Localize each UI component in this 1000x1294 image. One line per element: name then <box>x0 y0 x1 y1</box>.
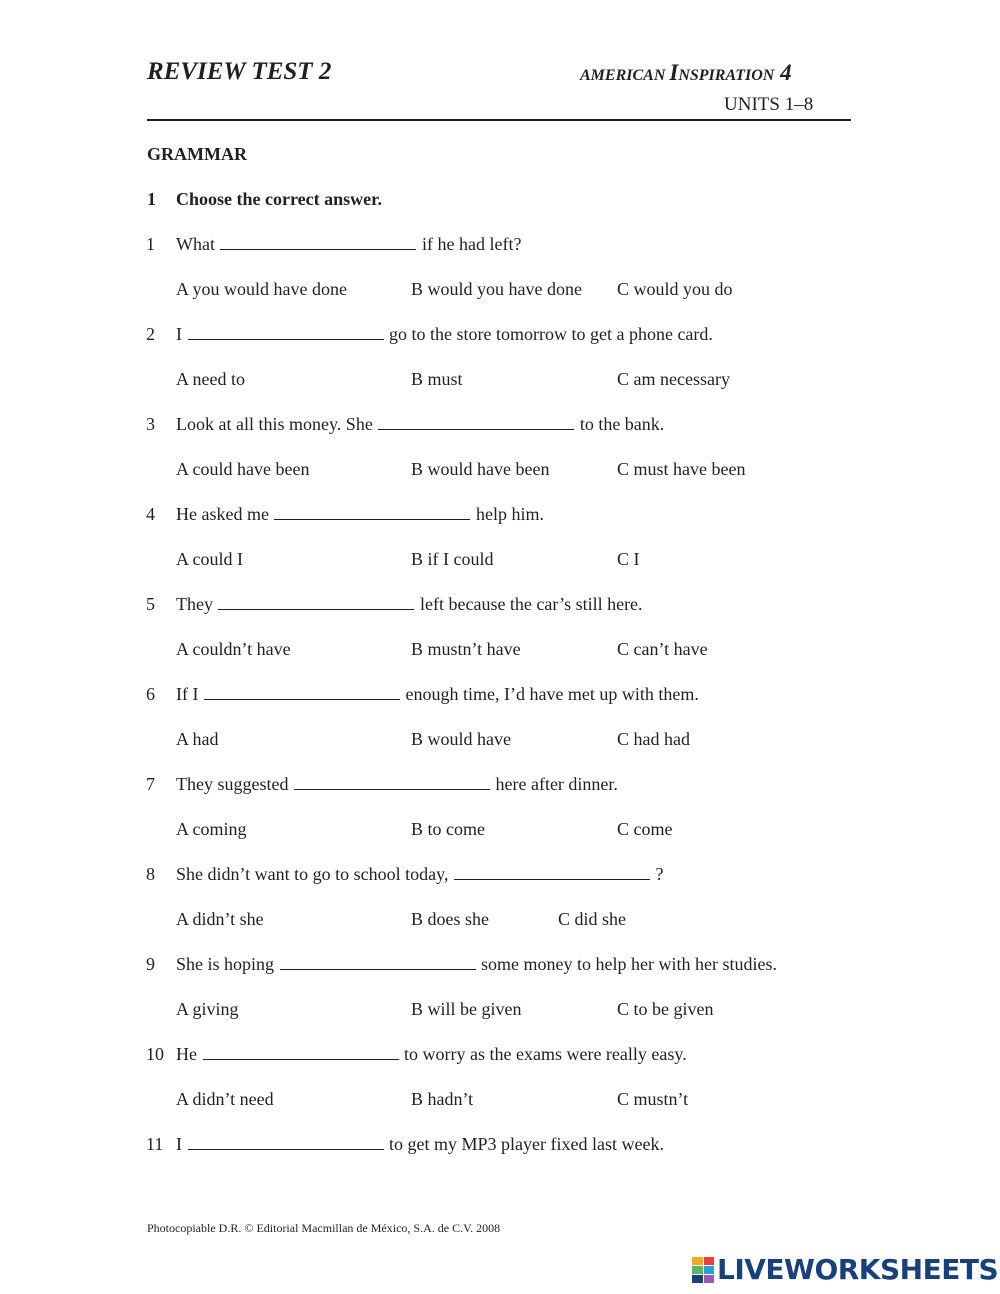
answer-option[interactable]: C had had <box>617 729 690 749</box>
question-number: 11 <box>146 1134 164 1154</box>
question-number: 5 <box>146 594 155 614</box>
question-text-after: go to the store tomorrow to get a phone card. <box>389 324 713 344</box>
question-text-before: Look at all this money. She <box>176 414 373 434</box>
answer-option[interactable]: A didn’t she <box>176 909 264 929</box>
answer-option[interactable]: C did she <box>558 909 627 929</box>
answer-option[interactable]: B to come <box>411 819 485 839</box>
answer-option[interactable]: B would have been <box>411 459 550 479</box>
answer-option[interactable]: B would you have done <box>411 279 582 299</box>
question-number: 7 <box>146 774 155 794</box>
answer-blank[interactable] <box>218 594 414 610</box>
answer-option[interactable]: A need to <box>176 369 245 389</box>
question-text-before: If I <box>176 684 199 704</box>
series-name: AMERICAN INSPIRATION 4 <box>580 60 792 85</box>
question-text-before: She didn’t want to go to school today, <box>176 864 449 884</box>
question-text <box>176 774 618 795</box>
question-number: 1 <box>146 234 155 254</box>
answer-option[interactable]: C I <box>617 549 640 569</box>
question-text <box>176 324 713 345</box>
question-text <box>176 954 777 975</box>
answer-option[interactable]: A coming <box>176 819 247 839</box>
answer-blank[interactable] <box>188 324 384 340</box>
page-title: REVIEW TEST 2 <box>147 58 332 85</box>
answer-option[interactable]: B if I could <box>411 549 494 569</box>
liveworksheets-logo-icon <box>692 1257 714 1283</box>
answer-blank[interactable] <box>220 234 416 250</box>
question-text <box>176 594 643 615</box>
question-text-after: if he had left? <box>421 234 522 254</box>
question-text-after: to worry as the exams were really easy. <box>404 1044 687 1064</box>
question-text <box>176 234 521 255</box>
answer-option[interactable]: B must <box>411 369 463 389</box>
question-text-before: I <box>176 324 182 344</box>
question-text-after: help him. <box>475 504 544 524</box>
answer-option[interactable]: C am necessary <box>617 369 730 389</box>
footer-copyright: Photocopiable D.R. © Editorial Macmillan de México, S.A. de C.V. 2008 <box>147 1221 501 1235</box>
question-text-after: here after dinner. <box>495 774 618 794</box>
answer-option[interactable]: C to be given <box>617 999 714 1019</box>
question-text-before: They suggested <box>176 774 289 794</box>
answer-option[interactable]: C come <box>617 819 673 839</box>
question-number: 9 <box>146 954 155 974</box>
question-text-before: She is hoping <box>176 954 275 974</box>
question-text-before: They <box>176 594 213 614</box>
answer-option[interactable]: B will be given <box>411 999 522 1019</box>
answer-option[interactable]: B hadn’t <box>411 1089 474 1109</box>
units-label: UNITS 1–8 <box>724 94 814 115</box>
question-text <box>176 684 699 705</box>
answer-option[interactable]: A could have been <box>176 459 310 479</box>
section-heading: GRAMMAR <box>147 144 247 164</box>
question-text-before: He <box>176 1044 197 1064</box>
answer-blank[interactable] <box>280 954 476 970</box>
question-text <box>176 864 663 885</box>
task-instruction: Choose the correct answer. <box>176 189 382 209</box>
question-text <box>176 1134 664 1155</box>
answer-blank[interactable] <box>274 504 470 520</box>
answer-blank[interactable] <box>203 1044 399 1060</box>
answer-option[interactable]: C would you do <box>617 279 733 299</box>
answer-option[interactable]: A had <box>176 729 219 749</box>
question-number: 4 <box>146 504 155 524</box>
answer-option[interactable]: A could I <box>176 549 243 569</box>
question-text-after: enough time, I’d have met up with them. <box>405 684 699 704</box>
question-text-before: He asked me <box>176 504 269 524</box>
question-number: 3 <box>146 414 155 434</box>
answer-blank[interactable] <box>294 774 490 790</box>
task-number: 1 <box>147 189 156 209</box>
answer-blank[interactable] <box>204 684 400 700</box>
answer-blank[interactable] <box>188 1134 384 1150</box>
answer-option[interactable]: C mustn’t <box>617 1089 689 1109</box>
question-text-after: left because the car’s still here. <box>419 594 643 614</box>
answer-blank[interactable] <box>378 414 574 430</box>
answer-option[interactable]: A you would have done <box>176 279 347 299</box>
question-text <box>176 414 664 435</box>
question-text <box>176 504 544 525</box>
answer-option[interactable]: A giving <box>176 999 239 1019</box>
question-text-after: some money to help her with her studies. <box>481 954 777 974</box>
question-text-before: I <box>176 1134 182 1154</box>
answer-option[interactable]: B mustn’t have <box>411 639 521 659</box>
liveworksheets-logo-text: LIVEWORKSHEETS <box>717 1253 999 1286</box>
question-number: 2 <box>146 324 155 344</box>
answer-option[interactable]: C can’t have <box>617 639 708 659</box>
question-number: 8 <box>146 864 155 884</box>
question-text <box>176 1044 687 1065</box>
answer-option[interactable]: A couldn’t have <box>176 639 291 659</box>
answer-option[interactable]: B would have <box>411 729 511 749</box>
answer-option[interactable]: B does she <box>411 909 489 929</box>
question-text-after: ? <box>655 864 664 884</box>
question-text-after: to get my MP3 player fixed last week. <box>389 1134 664 1154</box>
question-text-before: What <box>176 234 215 254</box>
question-number: 6 <box>146 684 155 704</box>
answer-option[interactable]: A didn’t need <box>176 1089 274 1109</box>
answer-option[interactable]: C must have been <box>617 459 746 479</box>
question-text-after: to the bank. <box>579 414 665 434</box>
header-divider <box>147 119 851 121</box>
liveworksheets-logo <box>692 1253 998 1286</box>
question-number: 10 <box>146 1044 164 1064</box>
answer-blank[interactable] <box>454 864 650 880</box>
